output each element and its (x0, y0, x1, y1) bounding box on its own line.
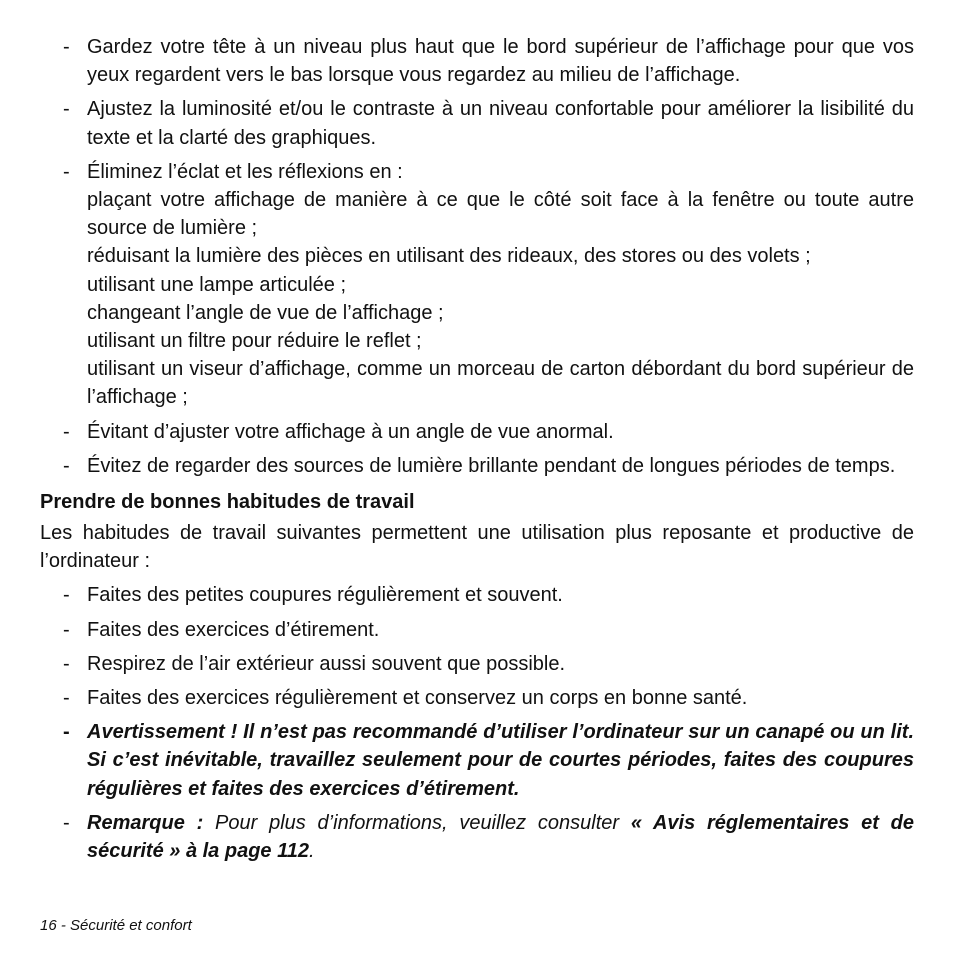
list-dash: - (63, 160, 70, 183)
list-dash: - (63, 98, 70, 121)
list-item-text: Faites des exercices d’étirement. (87, 618, 380, 641)
list-item-text: Faites des petites coupures régulièrement et souvent. (87, 584, 563, 607)
sub-item: réduisant la lumière des pièces en utilisant des rideaux, des stores ou des volets ; (87, 245, 811, 268)
list-dash: - (63, 687, 70, 710)
page-content (40, 33, 914, 871)
list-dash: - (63, 36, 70, 58)
list-item-text: Éliminez l’éclat et les réflexions en : (87, 160, 403, 183)
note-label: Remarque : (87, 811, 204, 834)
note-item (40, 809, 914, 865)
warning-text: Avertissement ! Il n’est pas recommandé d’utiliser l’ordinateur sur un canapé ou un lit. Si c’est inévitable, travaillez seulement pour de courtes périodes, faites des coupures régulières et faites des exercices d’étirement. (87, 721, 914, 800)
list-item-text: Évitez de regarder des sources de lumière brillante pendant de longues périodes de temps. (87, 454, 896, 477)
list-item (40, 452, 914, 480)
list-dash: - (63, 584, 70, 607)
list-item (40, 418, 914, 446)
section-heading: Prendre de bonnes habitudes de travail (40, 491, 415, 514)
list-item-text: Respirez de l’air extérieur aussi souvent que possible. (87, 652, 566, 675)
list-dash: - (63, 721, 70, 744)
list-item-text: Gardez votre tête à un niveau plus haut que le bord supérieur de l’affichage pour que vos yeux regardent vers le bas lorsque vous regardez au milieu de l’affichage. (87, 36, 914, 87)
list-item-text: Évitant d’ajuster votre affichage à un angle de vue anormal. (87, 420, 614, 443)
list-dash: - (63, 618, 70, 641)
sub-item: plaçant votre affichage de manière à ce que le côté soit face à la fenêtre ou toute autre source de lumière ; (87, 189, 914, 240)
note-body: Pour plus d’informations, veuillez consulter (203, 811, 631, 834)
page-footer: 16 - Sécurité et confort (40, 917, 192, 934)
list-item (40, 33, 914, 89)
note-end: . (308, 840, 315, 863)
work-habits-list (40, 581, 914, 865)
note-reference-link[interactable]: « Avis réglementaires et de sécurité » à la page 112 (87, 811, 915, 863)
ergonomics-list (40, 33, 914, 480)
section-intro: Les habitudes de travail suivantes permettent une utilisation plus reposante et productive de l’ordinateur : (40, 522, 914, 573)
list-item (40, 650, 914, 678)
note-text (87, 809, 914, 865)
list-item (40, 684, 914, 712)
list-item (40, 616, 914, 644)
list-item (40, 95, 914, 151)
sub-item: changeant l’angle de vue de l’affichage ; (87, 301, 444, 324)
sub-item: utilisant un viseur d’affichage, comme un morceau de carton débordant du bord supérieur de l’affichage ; (87, 358, 914, 409)
list-item (40, 581, 914, 609)
list-dash: - (63, 652, 70, 675)
list-item-text: Ajustez la luminosité et/ou le contraste à un niveau confortable pour améliorer la lisibilité du texte et la clarté des graphiques. (87, 98, 914, 149)
sub-item: utilisant un filtre pour réduire le reflet ; (87, 330, 422, 353)
sub-item: utilisant une lampe articulée ; (87, 273, 347, 296)
list-dash: - (63, 454, 70, 477)
list-item (40, 158, 914, 412)
list-item-text: Faites des exercices régulièrement et conservez un corps en bonne santé. (87, 687, 748, 710)
list-dash: - (63, 420, 70, 443)
list-dash: - (63, 811, 70, 834)
warning-item (40, 718, 914, 803)
